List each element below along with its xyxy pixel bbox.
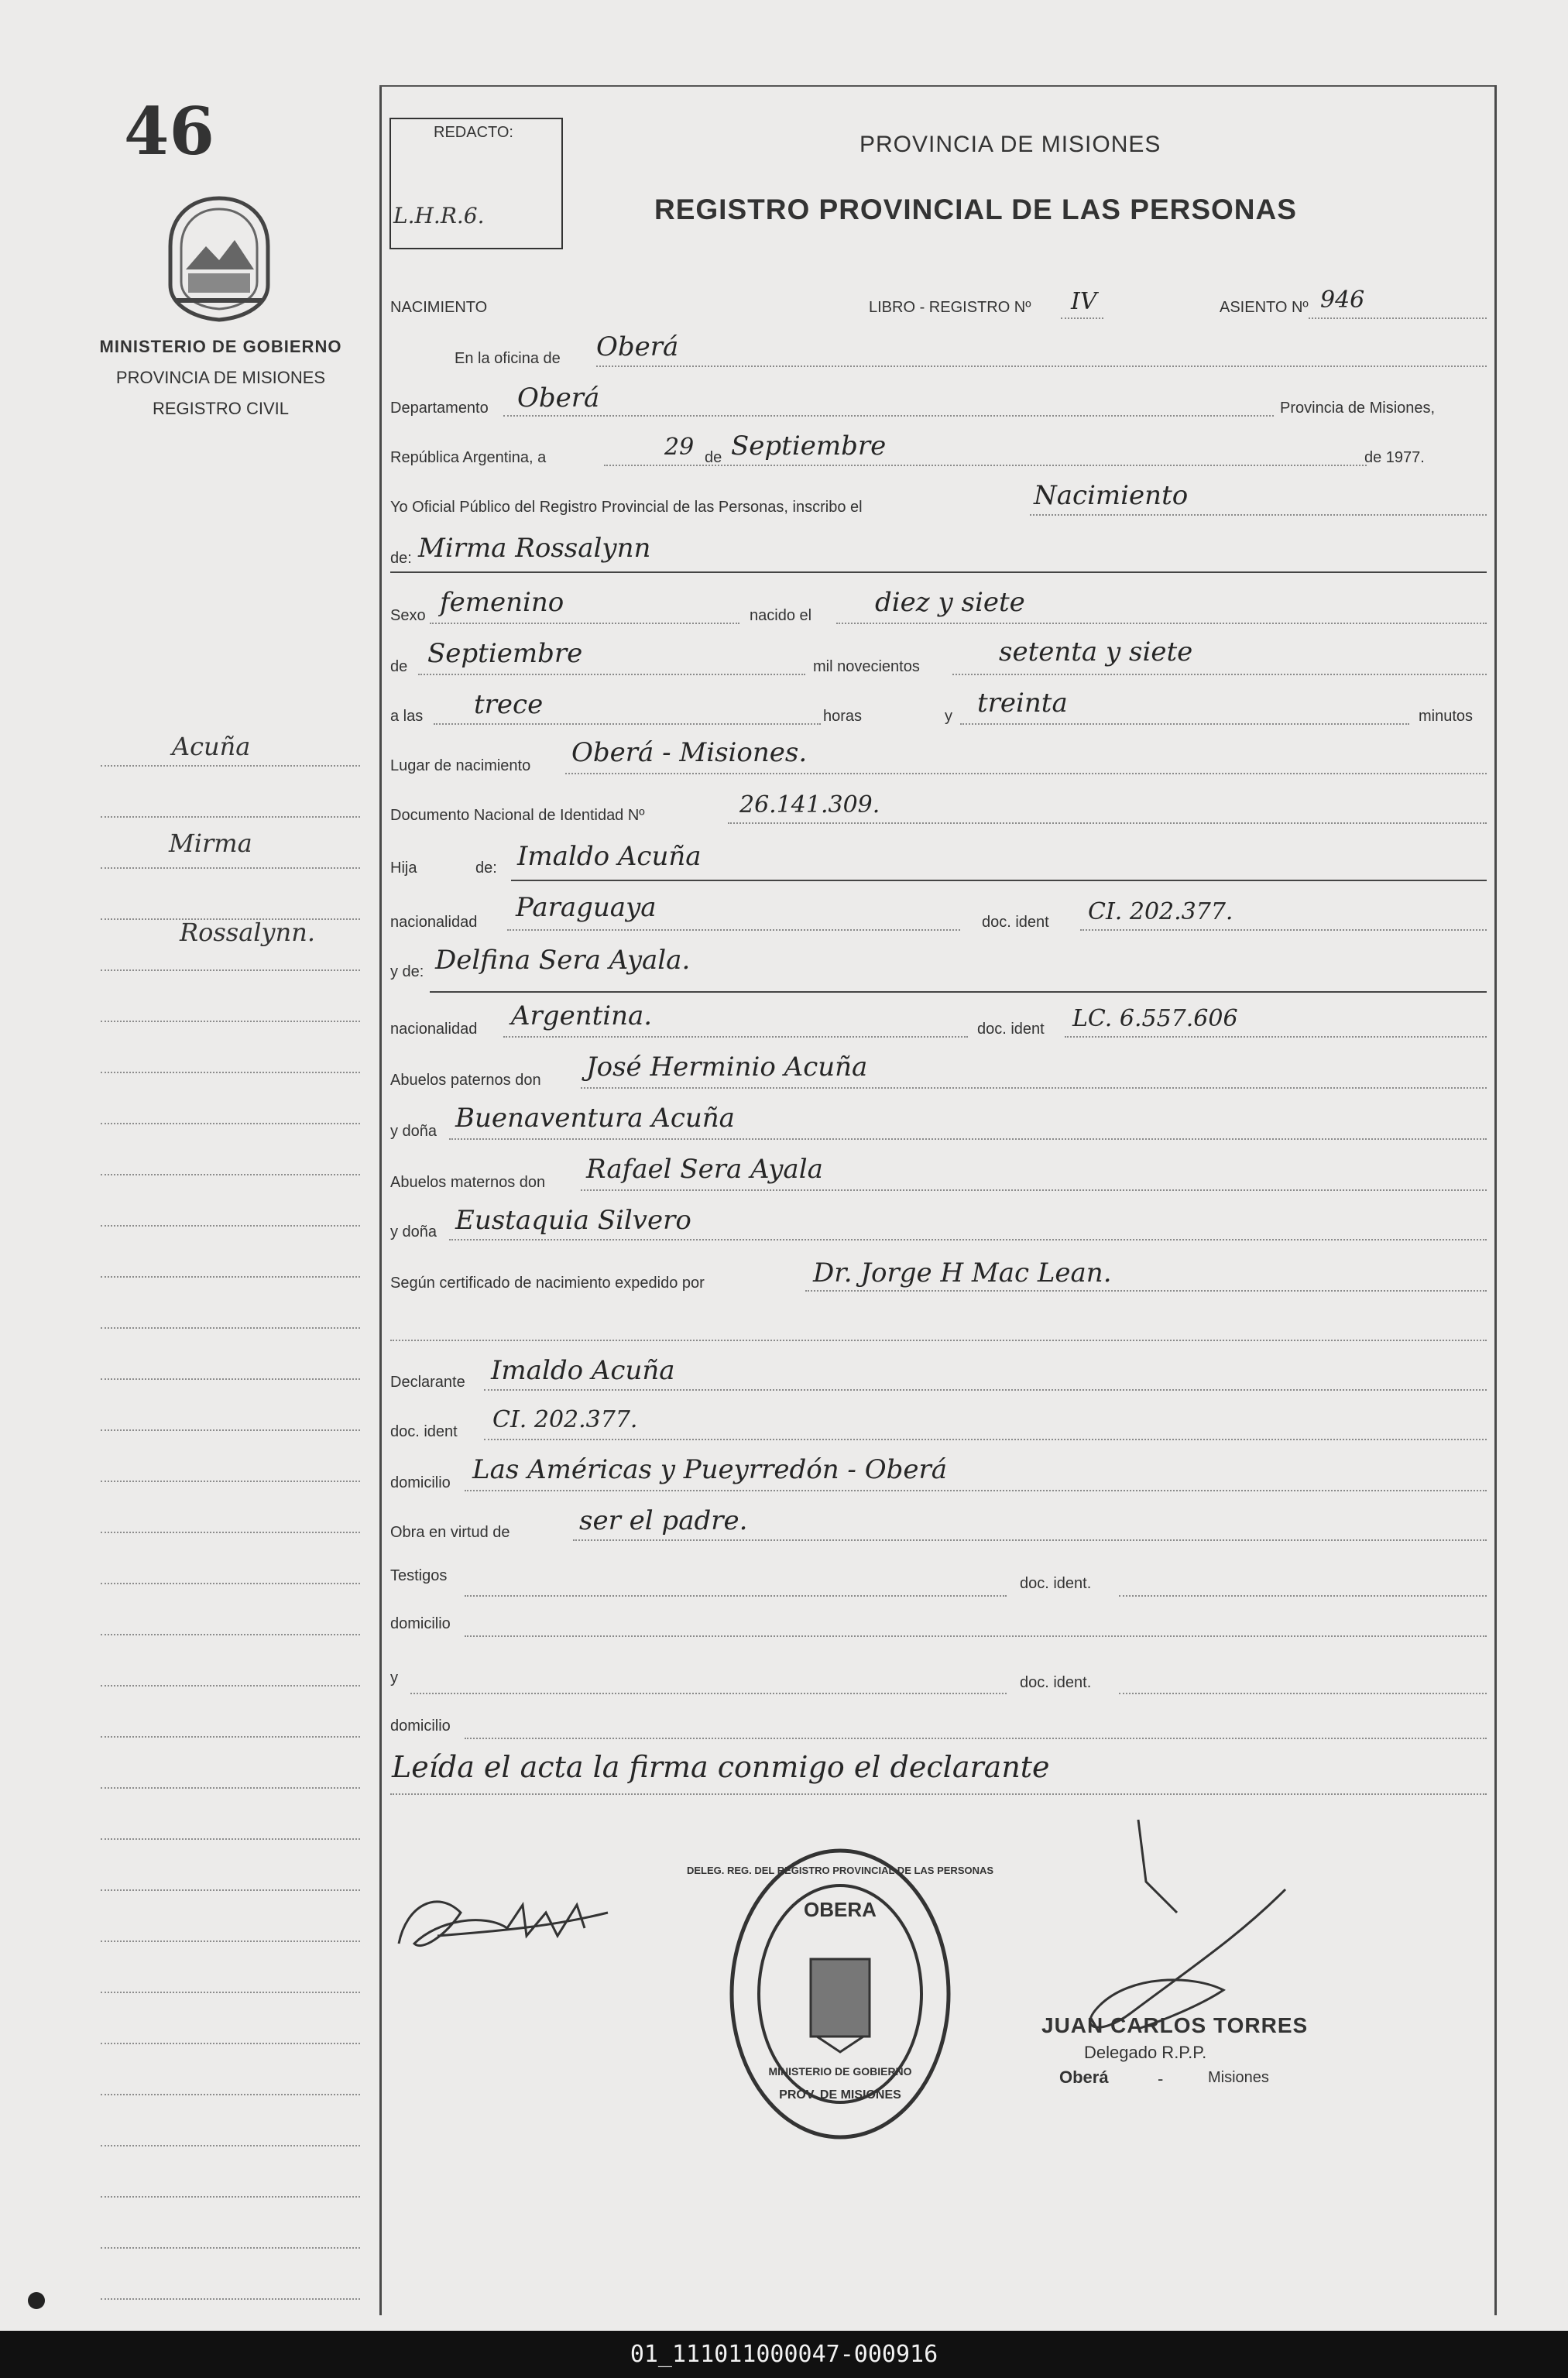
lugar-label: Lugar de nacimiento (390, 757, 531, 774)
domicilio-label: domicilio (390, 1474, 451, 1491)
main-border-right (1494, 85, 1497, 2315)
nacido-label: nacido el (750, 607, 812, 624)
margin-name-1: Mirma (169, 829, 252, 858)
republica-label: República Argentina, a (390, 449, 547, 466)
filename-bar: 01_111011000047-000916 (0, 2331, 1568, 2378)
page-number: 46 (124, 93, 214, 170)
abuelos-mat-label: Abuelos maternos don (390, 1174, 546, 1191)
doc-madre-value: LC. 6.557.606 (1072, 1005, 1238, 1032)
docident4-label: doc. ident. (1020, 1575, 1092, 1592)
top-rule (379, 85, 1494, 87)
official-role: Delegado R.P.P. (1084, 2043, 1207, 2062)
docident5-label: doc. ident. (1020, 1674, 1092, 1691)
de2-label: de (390, 658, 408, 675)
margin-line (101, 1174, 360, 1175)
oficina-value: Oberá (596, 331, 679, 362)
oficina-label: En la oficina de (455, 350, 561, 367)
margin-line (101, 969, 360, 971)
margin-line (101, 1992, 360, 1993)
margin-name-2: Rossalynn. (180, 918, 315, 947)
departamento-value: Oberá (517, 383, 600, 413)
declarante-label: Declarante (390, 1374, 465, 1391)
declarant-signature-icon (391, 1858, 616, 1967)
docident2-label: doc. ident (977, 1021, 1045, 1038)
margin-line (101, 816, 360, 818)
margin-line (101, 1583, 360, 1584)
stamp-top-text: OBERA (804, 1898, 877, 1921)
nacido-value: diez y siete (875, 587, 1025, 618)
margin-line (101, 867, 360, 869)
stamp-bottom-text: PROV. DE MISIONES (779, 2088, 901, 2102)
alas-label: a las (390, 708, 424, 725)
domicilio3-label: domicilio (390, 1717, 451, 1735)
y-label: y (945, 708, 952, 725)
margin-line (101, 2043, 360, 2044)
margin-line (101, 2145, 360, 2146)
anio2-value: setenta y siete (999, 637, 1193, 667)
margin-line (101, 1889, 360, 1891)
ydona2-label: y doña (390, 1223, 437, 1240)
domicilio2-label: domicilio (390, 1615, 451, 1632)
ministry-block (74, 331, 368, 424)
margin-line (101, 1327, 360, 1329)
stamp-outer-text: DELEG. REG. DEL REGISTRO PROVINCIAL DE LAS PERSONAS (686, 1865, 994, 1876)
anio-label: de 1977. (1364, 449, 1425, 466)
redacto-label: REDACTO: (434, 124, 513, 141)
page-title: REGISTRO PROVINCIAL DE LAS PERSONAS (654, 194, 1297, 225)
nac-madre-value: Argentina. (511, 1000, 653, 1031)
libro-label: LIBRO - REGISTRO Nº (869, 299, 1031, 316)
domicilio-value: Las Américas y Pueyrredón - Oberá (472, 1454, 947, 1485)
margin-line (101, 2196, 360, 2198)
declarante-value: Imaldo Acuña (491, 1355, 675, 1386)
abuelos-pat-label: Abuelos paternos don (390, 1072, 541, 1089)
margin-line (101, 2247, 360, 2249)
stamp-inner-text: MINISTERIO DE GOBIERNO (768, 2065, 912, 2078)
margin-line (101, 1685, 360, 1687)
nac-padre-value: Paraguaya (516, 892, 657, 923)
margin-line (101, 1481, 360, 1482)
cierre-value: Leída el acta la firma conmigo el declarante (392, 1750, 1050, 1784)
horas-label: horas (823, 708, 863, 725)
nacimiento-label: NACIMIENTO (390, 299, 488, 316)
margin-line (101, 1736, 360, 1738)
dia-value: 29 (664, 434, 695, 461)
de-label: de (705, 449, 722, 466)
margin-line (101, 1072, 360, 1073)
ministry-line-3: REGISTRO CIVIL (152, 399, 290, 418)
abuelos-mat-value: Rafael Sera Ayala (586, 1154, 823, 1185)
dni-label: Documento Nacional de Identidad Nº (390, 807, 645, 824)
official-stamp-icon (686, 1843, 994, 2145)
lugar-value: Oberá - Misiones. (571, 737, 808, 768)
margin-line (101, 1787, 360, 1789)
official-place-2: Misiones (1208, 2069, 1269, 2086)
de-nombre-label: de: (390, 550, 412, 567)
margin-surname: Acuña (172, 732, 251, 761)
provincial-emblem-icon (161, 192, 277, 324)
margin-line (101, 1123, 360, 1124)
obra-value: ser el padre. (579, 1505, 748, 1536)
minutos-label: minutos (1419, 708, 1474, 725)
padre-value: Imaldo Acuña (517, 841, 702, 872)
madre-value: Delfina Sera Ayala. (435, 945, 691, 976)
minutos-value: treinta (977, 688, 1068, 719)
margin-line (101, 1940, 360, 1942)
abuela-pat-value: Buenaventura Acuña (455, 1103, 735, 1134)
nac-label: nacionalidad (390, 914, 478, 931)
redacto-value: L.H.R.6. (393, 203, 485, 228)
testigos-label: Testigos (390, 1567, 448, 1584)
docident-label: doc. ident (982, 914, 1049, 931)
margin-line (101, 1276, 360, 1278)
abuelos-pat-value: José Herminio Acuña (586, 1052, 868, 1083)
margin-line (101, 2298, 360, 2300)
official-name: JUAN CARLOS TORRES (1041, 2013, 1309, 2037)
mes-value: Septiembre (731, 431, 887, 462)
hija-label: Hija (390, 860, 417, 877)
ministry-line-1: MINISTERIO DE GOBIERNO (99, 337, 342, 356)
main-border-left (379, 85, 382, 2315)
nombre-value: Mirma Rossalynn (418, 533, 651, 564)
margin-line (101, 1532, 360, 1533)
margin-line (101, 1838, 360, 1840)
province-heading: PROVINCIA DE MISIONES (859, 132, 1161, 157)
official-signature-icon (1069, 1812, 1316, 2044)
dni-value: 26.141.309. (739, 791, 880, 818)
doc-padre-value: CI. 202.377. (1088, 898, 1233, 925)
mil-label: mil novecientos (813, 658, 920, 675)
doc-declarante-value: CI. 202.377. (492, 1406, 638, 1433)
sexo-label: Sexo (390, 607, 426, 624)
certificado-value: Dr. Jorge H Mac Lean. (813, 1258, 1112, 1289)
margin-line (101, 2094, 360, 2095)
ministry-line-2: PROVINCIA DE MISIONES (115, 368, 326, 387)
margin-line (101, 1634, 360, 1635)
departamento-label: Departamento (390, 400, 489, 417)
y2-label: y (390, 1669, 398, 1687)
hole-punch (28, 2292, 45, 2309)
oficial-label: Yo Oficial Público del Registro Provincial de las Personas, inscribo el (390, 499, 863, 516)
margin-line (101, 1378, 360, 1380)
margin-line (101, 1225, 360, 1227)
obra-label: Obra en virtud de (390, 1524, 510, 1541)
nac2-label: nacionalidad (390, 1021, 478, 1038)
mes2-value: Septiembre (427, 638, 583, 669)
margin-line (101, 1021, 360, 1022)
official-dash: - (1158, 2069, 1164, 2088)
asiento-label: ASIENTO Nº (1220, 299, 1309, 316)
libro-value: IV (1071, 288, 1097, 315)
sexo-value: femenino (440, 587, 564, 618)
margin-line (101, 1429, 360, 1431)
abuela-mat-value: Eustaquia Silvero (455, 1205, 691, 1236)
yde-label: y de: (390, 963, 424, 980)
margin-line (101, 765, 360, 767)
docident3-label: doc. ident (390, 1423, 458, 1440)
official-place: Oberá (1059, 2067, 1109, 2087)
certificado-label: Según certificado de nacimiento expedido por (390, 1275, 705, 1292)
oficial-value: Nacimiento (1034, 480, 1189, 511)
asiento-value: 946 (1320, 287, 1365, 314)
horas-value: trece (474, 689, 544, 720)
ydona-label: y doña (390, 1123, 437, 1140)
provincia-label: Provincia de Misiones, (1280, 400, 1436, 417)
de3-label: de: (475, 860, 497, 877)
